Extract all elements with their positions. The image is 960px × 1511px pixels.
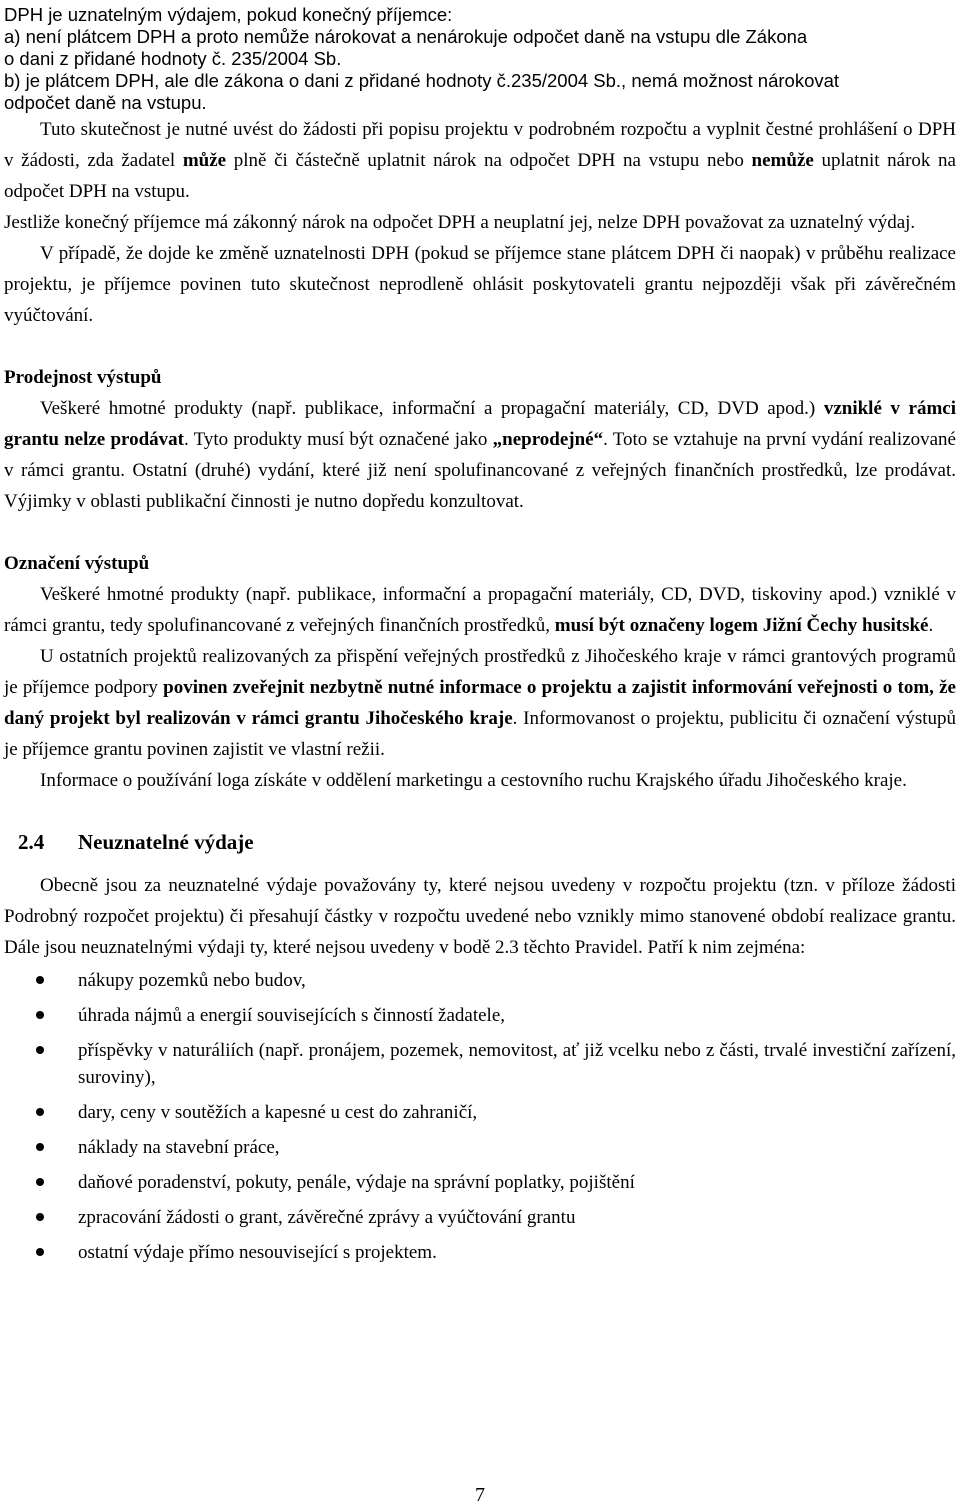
bullet-icon [36,1248,44,1256]
bold-run: „neprodejné“ [492,429,604,450]
logo-info-paragraph: Informace o používání loga získáte v oddělení marketingu a cestovního ruchu Krajského úřadu Jihočeského kraje. [40,770,907,791]
publicity-paragraph [4,641,956,765]
vat-declaration-paragraph [4,114,956,207]
bullet-icon [36,1108,44,1116]
text-run: . [928,615,934,636]
bold-run: vzniklé v rámci grantu nelze prodávat [4,398,957,450]
intro-line: o dani z přidané hodnoty č. 235/2004 Sb. [4,48,342,69]
bullet-icon [36,976,44,984]
list-item-text: daňové poradenství, pokuty, penále, výdaje na správní poplatky, pojištění [78,1172,635,1193]
text-run: . Toto se vztahuje na první vydání realizované v rámci grantu. Ostatní (druhé) vydání, které již není spolufinancované z veřejných finančních prostředků, lze prodávat. Výjimky v oblasti publikační činnosti je nutno dopředu konzultovat. [4,429,956,512]
section-intro-paragraph: Obecně jsou za neuznatelné výdaje považovány ty, které nejsou uvedeny v rozpočtu projektu (tzn. v příloze žádosti Podrobný rozpočet projektu) či přesahují částky v rozpočtu uvedené nebo vznikly mimo stanovené období realizace grantu. Dále jsou neuznatelnými výdaji ty, které nejsou uvedeny v bodě 2.3 těchto Pravidel. Patří k nim zejména: [4,875,956,958]
list-item-text: zpracování žádosti o grant, závěrečné zprávy a vyúčtování grantu [78,1207,576,1228]
text-run: Veškeré hmotné produkty (např. publikace, informační a propagační materiály, CD, DVD, tiskoviny apod.) vzniklé v rámci grantu, tedy spolufinancované z veřejných finančních prostředků, [4,584,956,636]
text-run: plně či částečně uplatnit nárok na odpočet DPH na vstupu nebo [226,150,752,171]
bullet-icon [36,1213,44,1221]
ineligible-costs-list [4,967,956,1266]
list-item [4,1239,956,1266]
list-item [4,1134,956,1161]
intro-line: odpočet daně na vstupu. [4,92,207,113]
text-run: Veškeré hmotné produkty (např. publikace, informační a propagační materiály, CD, DVD apod.) [40,398,824,419]
text-run: . Tyto produkty musí být označené jako [184,429,493,450]
list-item-text: ostatní výdaje přímo nesouvisející s projektem. [78,1242,437,1263]
intro-line: a) není plátcem DPH a proto nemůže nárokovat a nenárokuje odpočet daně na vstupu dle Zákona [4,26,808,47]
list-item [4,1204,956,1231]
bold-run: musí být označeny logem Jižní Čechy husitské [554,615,929,636]
bold-run: povinen zveřejnit nezbytně nutné informace o projektu a zajistit informování veřejnosti o tom, že daný projekt byl realizován v rámci grantu Jihočeského kraje [4,677,956,729]
text-run: . Informovanost o projektu, publicitu či označení výstupů je příjemce grantu povinen zajistit ve vlastní režii. [4,708,956,760]
vat-change-paragraph: V případě, že dojde ke změně uznatelnosti DPH (pokud se příjemce stane plátcem DPH či naopak) v průběhu realizace projektu, je příjemce povinen tuto skutečnost neprodleně ohlásit poskytovateli grantu nejpozději však při závěrečném vyúčtování. [4,243,956,326]
list-item-text: úhrada nájmů a energií souvisejících s činností žadatele, [78,1005,506,1026]
list-item [4,1099,956,1126]
list-item-text: nákupy pozemků nebo budov, [78,970,306,991]
bold-run: může [182,150,227,171]
list-item-text: dary, ceny v soutěžích a kapesné u cest do zahraničí, [78,1102,478,1123]
bullet-icon [36,1046,44,1054]
text-run: U ostatních projektů realizovaných za přispění veřejných prostředků z Jihočeského kraje v rámci grantových programů je příjemce podpory [4,646,956,698]
vat-claim-paragraph: Jestliže konečný příjemce má zákonný nárok na odpočet DPH a neuplatní jej, nelze DPH považovat za uznatelný výdaj. [4,212,916,233]
list-item-text: příspěvky v naturáliích (např. pronájem, pozemek, nemovitost, ať již vcelku nebo z části, trvalé investiční zařízení, suroviny), [78,1040,956,1088]
list-item [4,967,956,994]
document-page [4,0,956,1274]
oznaceni-paragraph [4,579,956,641]
intro-line: b) je plátcem DPH, ale dle zákona o dani z přidané hodnoty č.235/2004 Sb., nemá možnost nárokovat [4,70,840,91]
section-number: 2.4 [18,830,45,854]
bold-run: nemůže [751,150,814,171]
text-run: Tuto skutečnost je nutné uvést do žádosti při popisu projektu v podrobném rozpočtu a vyplnit čestné prohlášení o DPH v žádosti, zda žadatel [4,119,956,171]
list-item [4,1169,956,1196]
intro-block [4,0,956,114]
intro-line: DPH je uznatelným výdajem, pokud konečný příjemce: [4,4,453,25]
bullet-icon [36,1178,44,1186]
text-run: uplatnit nárok na odpočet DPH na vstupu. [4,150,956,202]
list-item-text: náklady na stavební práce, [78,1137,280,1158]
page-number: 7 [475,1484,485,1506]
heading-oznaceni: Označení výstupů [4,553,150,574]
section-title: Neuznatelné výdaje [78,830,254,854]
section-heading [4,827,956,857]
bullet-icon [36,1011,44,1019]
prodejnost-paragraph [4,393,956,517]
list-item [4,1037,956,1091]
heading-prodejnost: Prodejnost výstupů [4,367,162,388]
bullet-icon [36,1143,44,1151]
list-item [4,1002,956,1029]
